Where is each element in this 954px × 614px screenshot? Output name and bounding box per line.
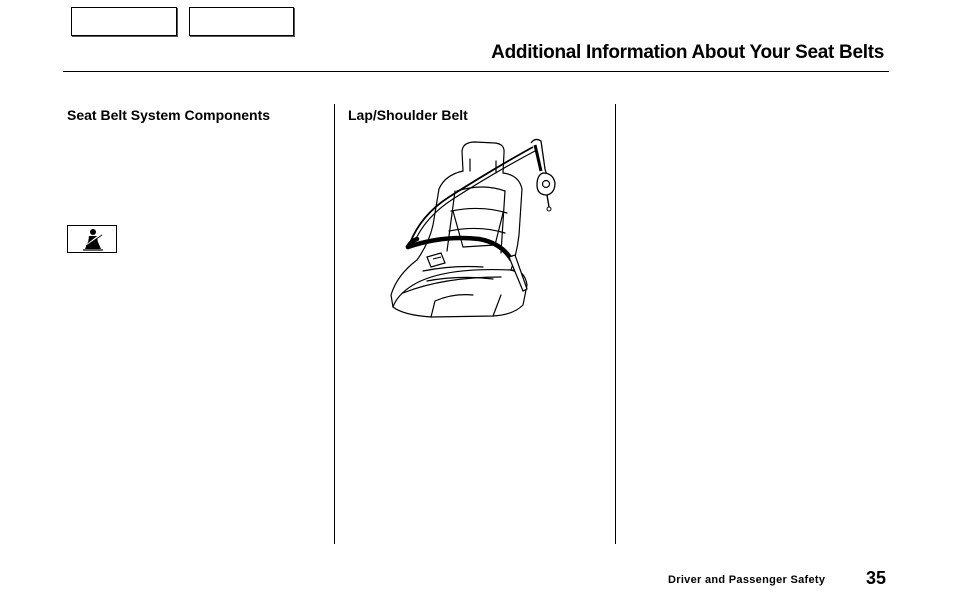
footer-section-title: Driver and Passenger Safety bbox=[668, 574, 826, 586]
next-page-button[interactable] bbox=[189, 7, 294, 36]
page-number: 35 bbox=[866, 568, 887, 588]
column-divider-left bbox=[334, 104, 335, 544]
column-divider-right bbox=[615, 104, 616, 544]
title-divider bbox=[63, 71, 889, 72]
previous-page-button[interactable] bbox=[71, 7, 177, 36]
seatbelt-reminder-icon bbox=[67, 225, 117, 253]
page-title: Additional Information About Your Seat Belts bbox=[491, 42, 884, 63]
heading-lap-shoulder-belt: Lap/Shoulder Belt bbox=[348, 107, 468, 123]
heading-seat-belt-system-components: Seat Belt System Components bbox=[67, 107, 271, 123]
car-seat-with-lap-shoulder-belt-illustration bbox=[383, 135, 573, 330]
